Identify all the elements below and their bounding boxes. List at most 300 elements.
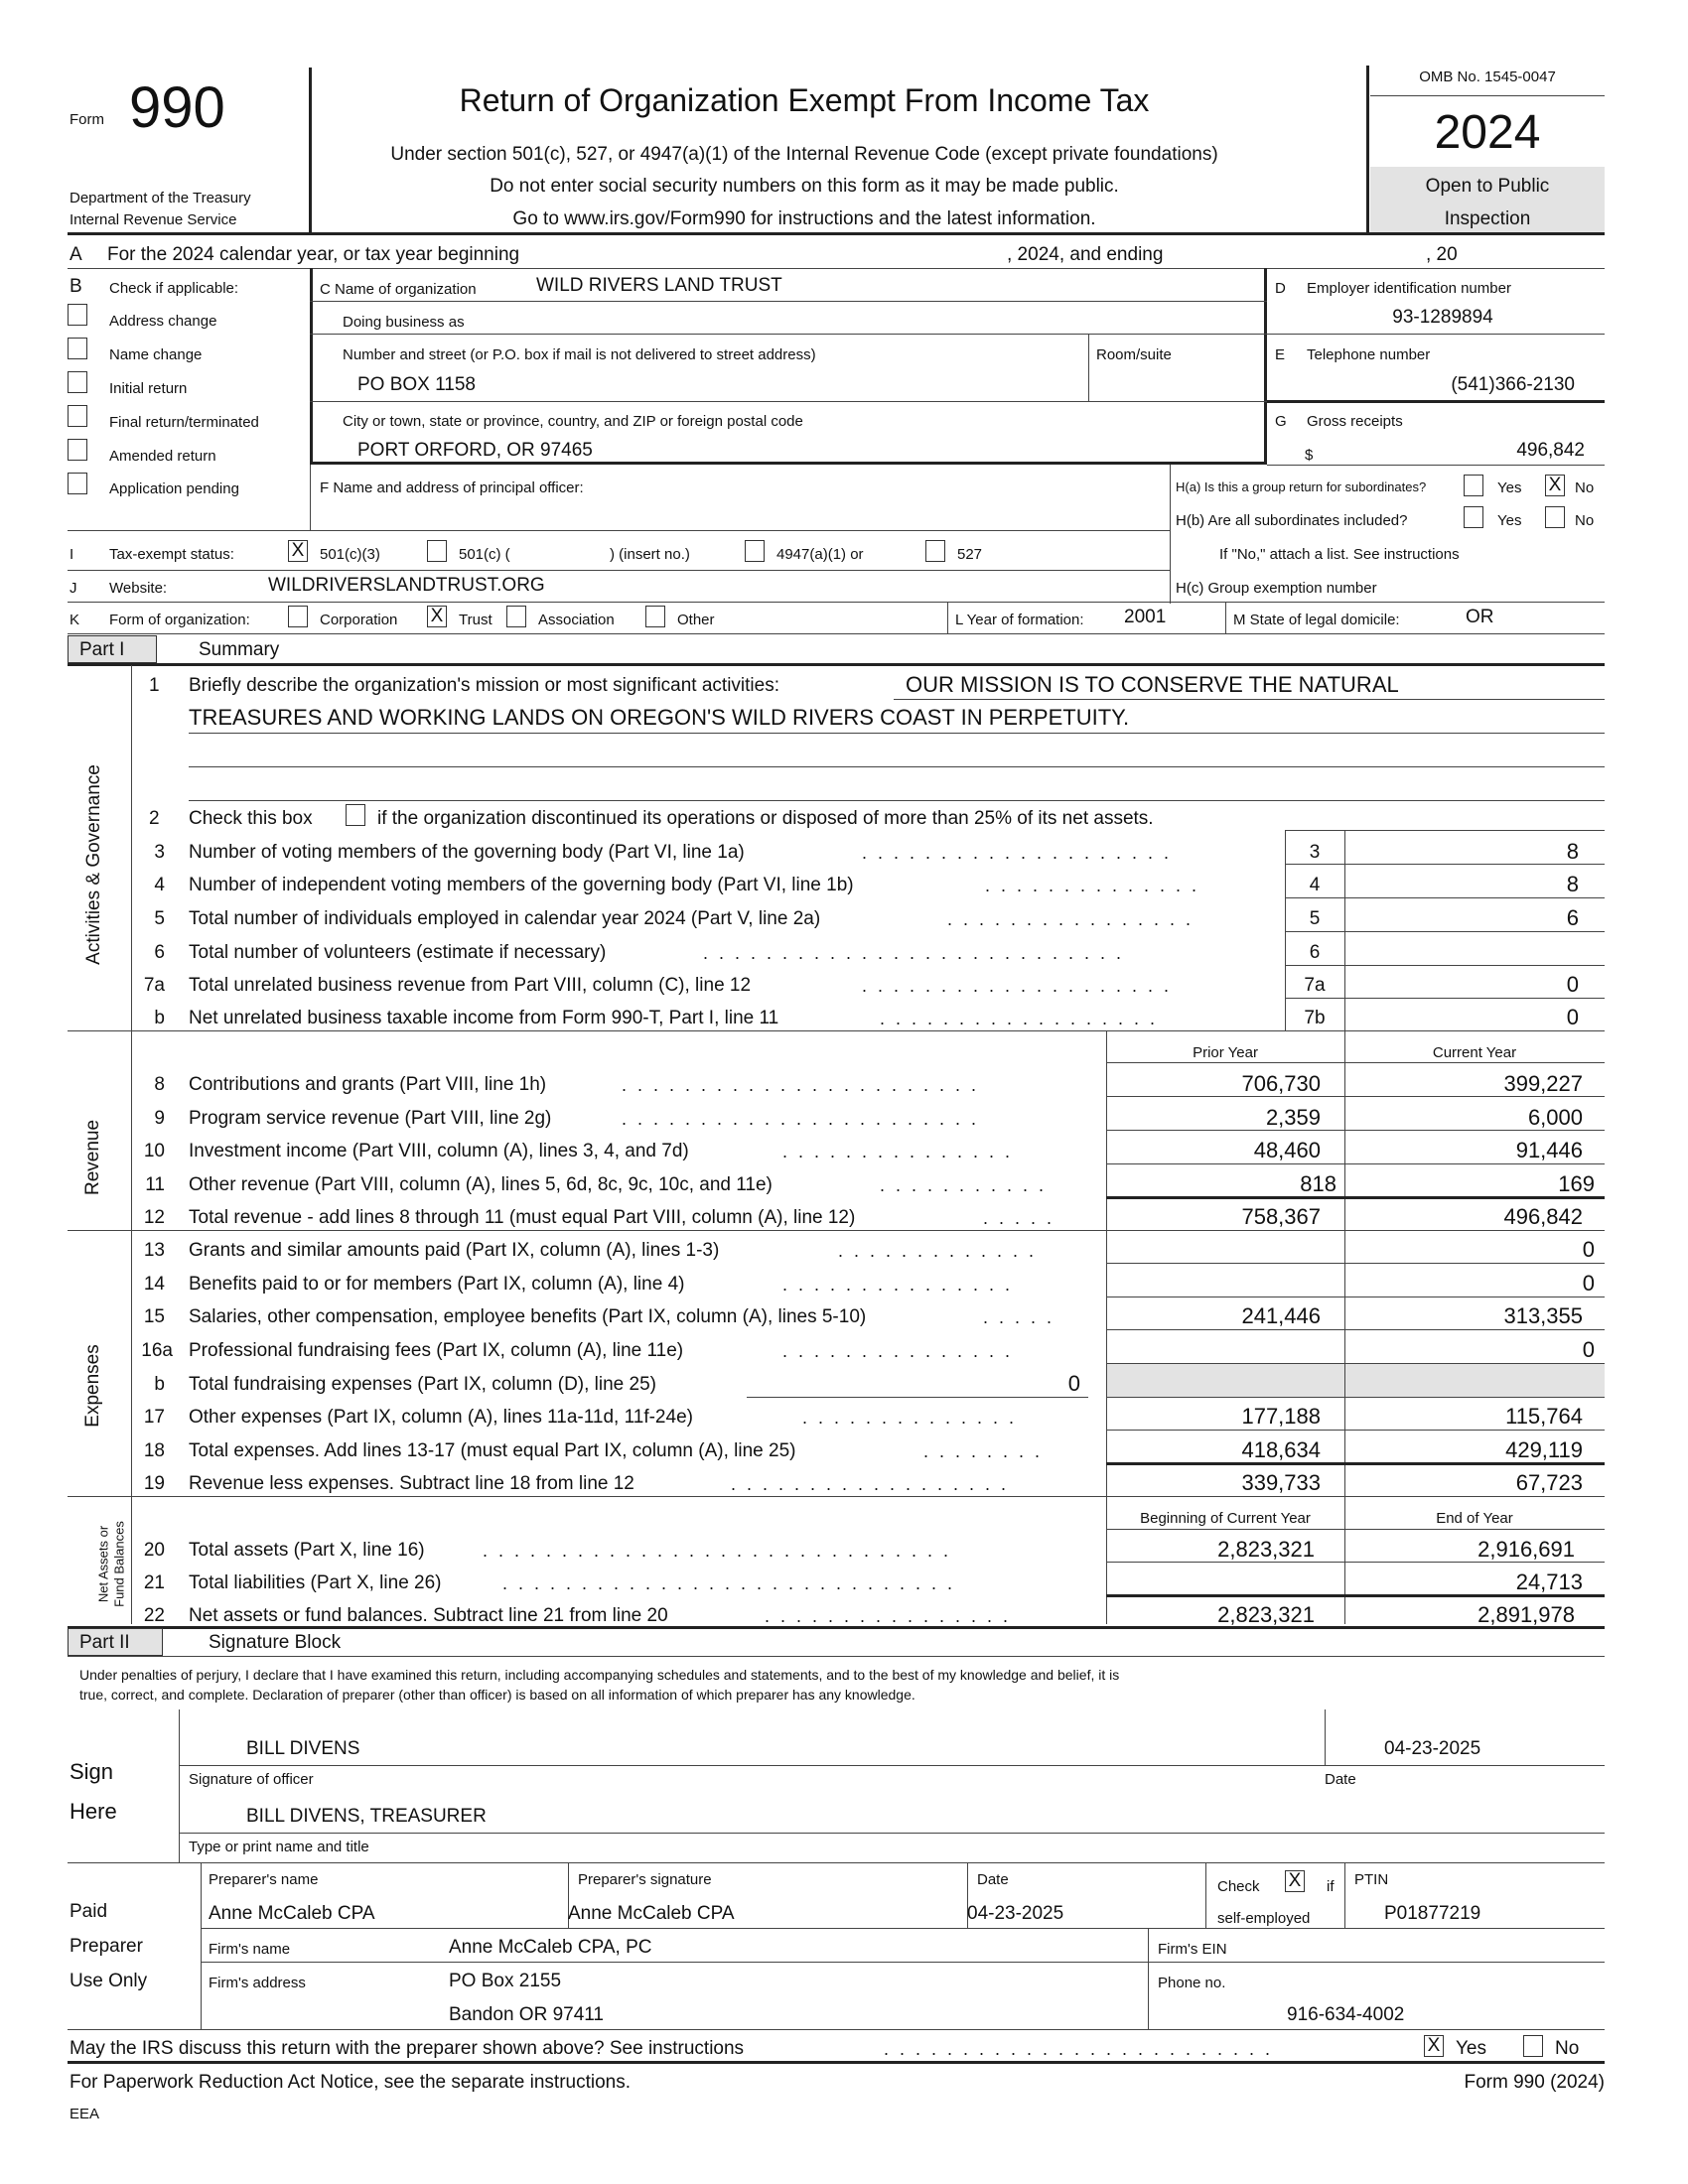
rev-10-text: Investment income (Part VIII, column (A), lines 3, 4, and 7d) — [189, 1141, 689, 1161]
exp-17-rule — [1106, 1430, 1605, 1431]
amended-return-label: Amended return — [109, 448, 216, 465]
row-a-mid: , 2024, and ending — [1007, 244, 1164, 265]
exp-section-rule — [68, 1496, 1605, 1497]
rev-12-text: Total revenue - add lines 8 through 11 (must equal Part VIII, column (A), line 12) — [189, 1207, 856, 1228]
na-22-leader: . . . . . . . . . . . . . . . . — [765, 1606, 1012, 1626]
line1-num: 1 — [149, 675, 160, 696]
ein-value[interactable]: 93-1289894 — [1392, 307, 1493, 328]
discuss-yes-checkbox[interactable]: X — [1424, 2035, 1444, 2057]
exp-16a-num: 16a — [141, 1340, 173, 1361]
exp-16b-num: b — [154, 1374, 165, 1395]
part1-rule — [68, 663, 1605, 666]
discuss-yes-label: Yes — [1456, 2038, 1486, 2059]
part1-bottom-rule — [68, 1626, 1605, 1629]
hc-label: H(c) Group exemption number — [1176, 580, 1377, 597]
exp-15-prior[interactable]: 241,446 — [1241, 1303, 1321, 1328]
irs-label: Internal Revenue Service — [70, 211, 237, 228]
self-employed-checkbox[interactable]: X — [1285, 1870, 1305, 1892]
omb-number: OMB No. 1545-0047 — [1419, 68, 1556, 85]
m-divider — [1225, 602, 1226, 633]
k-rule — [68, 633, 1605, 634]
527-checkbox[interactable] — [925, 540, 945, 562]
exp-16a-text: Professional fundraising fees (Part IX, column (A), line 11e) — [189, 1340, 684, 1361]
check-if-applicable: Check if applicable: — [109, 280, 239, 297]
g-rule — [1267, 465, 1605, 466]
exp-14-current[interactable]: 0 — [1582, 1271, 1595, 1296]
k-letter: K — [70, 612, 80, 628]
gov-5-num: 5 — [154, 908, 165, 929]
mission-line-2[interactable]: TREASURES AND WORKING LANDS ON OREGON'S WILD RIVERS COAST IN PERPETUITY. — [189, 705, 1130, 730]
firm-phone[interactable]: 916-634-4002 — [1287, 2004, 1405, 2025]
other-label: Other — [677, 612, 715, 628]
org-rule-2 — [310, 334, 1267, 335]
exp-17-num: 17 — [143, 1407, 165, 1428]
part2-rule — [68, 1656, 1605, 1657]
discuss-no-checkbox[interactable] — [1523, 2035, 1543, 2057]
final-return-checkbox[interactable] — [68, 405, 87, 427]
gov-7b-leader: . . . . . . . . . . . . . . . . . . — [880, 1009, 1159, 1028]
gov-section-rule — [68, 1030, 1605, 1031]
corporation-checkbox[interactable] — [288, 606, 308, 627]
rev-8-text: Contributions and grants (Part VIII, line 1h) — [189, 1074, 547, 1095]
rev-11-current[interactable]: 169 — [1558, 1171, 1595, 1196]
gov-5-box: 5 — [1309, 908, 1321, 929]
exp-19-current[interactable]: 67,723 — [1515, 1470, 1583, 1495]
form-title: Return of Organization Exempt From Income Tax — [459, 82, 1150, 118]
rev-11-prior[interactable]: 818 — [1300, 1171, 1336, 1196]
hb-no-checkbox[interactable] — [1545, 506, 1565, 528]
org-name[interactable]: WILD RIVERS LAND TRUST — [536, 275, 782, 296]
line16b-shaded — [1107, 1364, 1605, 1397]
discuss-question: May the IRS discuss this return with the preparer shown above? See instructions — [70, 2038, 745, 2059]
line2-text-a: Check this box — [189, 808, 313, 829]
gov-3-rule — [1285, 864, 1605, 865]
phone-value[interactable]: (541)366-2130 — [1451, 374, 1575, 395]
exp-19-leader: . . . . . . . . . . . . . . . . . . — [731, 1474, 1010, 1494]
gov-6-num: 6 — [154, 942, 165, 963]
amount-col-mid — [1344, 1030, 1345, 1624]
rev-10-num: 10 — [143, 1141, 165, 1161]
name-change-label: Name change — [109, 346, 203, 363]
exp-15-rule — [1106, 1329, 1605, 1330]
other-checkbox[interactable] — [645, 606, 665, 627]
hb-yes-checkbox[interactable] — [1464, 506, 1483, 528]
omb-rule — [1370, 95, 1605, 96]
preparer-date-label: Date — [977, 1871, 1009, 1888]
exp-18-current[interactable]: 429,119 — [1505, 1437, 1583, 1462]
part1-title: Summary — [199, 639, 280, 660]
signature-line — [179, 1765, 1605, 1766]
side-expenses: Expenses — [82, 1344, 103, 1428]
rev-11-num: 11 — [145, 1174, 165, 1195]
l-divider — [947, 602, 948, 633]
exp-16b-underline — [747, 1397, 1088, 1398]
mission-rule-3 — [189, 766, 1605, 767]
open-to-public: Open to Public — [1425, 176, 1550, 197]
gov-7b-value[interactable]: 0 — [1566, 1005, 1579, 1029]
exp-17-current[interactable]: 115,764 — [1505, 1404, 1583, 1429]
na-20-text: Total assets (Part X, line 16) — [189, 1540, 425, 1561]
f-divider — [310, 465, 311, 530]
line16b-shaded-divider — [1344, 1364, 1345, 1397]
gov-7a-value[interactable]: 0 — [1566, 972, 1579, 997]
org-name-label: C Name of organization — [320, 281, 477, 298]
gross-receipts-value[interactable]: 496,842 — [1516, 440, 1585, 461]
rev-9-leader: . . . . . . . . . . . . . . . . . . . . . . . — [622, 1109, 980, 1129]
amount-col-left — [1106, 1030, 1107, 1624]
rev-12-current[interactable]: 496,842 — [1503, 1204, 1583, 1229]
name-change-checkbox[interactable] — [68, 338, 87, 359]
exp-13-text: Grants and similar amounts paid (Part IX, column (A), lines 1-3) — [189, 1240, 720, 1261]
hb-label: H(b) Are all subordinates included? — [1176, 512, 1408, 529]
gov-4-rule — [1285, 897, 1605, 898]
rev-11-text: Other revenue (Part VIII, column (A), lines 5, 6d, 8c, 9c, 10c, and 11e) — [189, 1174, 773, 1195]
gov-5-text: Total number of individuals employed in calendar year 2024 (Part V, line 2a) — [189, 908, 821, 929]
line2-num: 2 — [149, 808, 160, 829]
gov-4-leader: . . . . . . . . . . . . . . — [985, 876, 1200, 895]
header-divider-right — [1366, 66, 1369, 232]
signature-of-officer-label: Signature of officer — [189, 1771, 314, 1788]
exp-19-prior[interactable]: 339,733 — [1241, 1470, 1321, 1495]
firm-name[interactable]: Anne McCaleb CPA, PC — [449, 1937, 652, 1958]
state-domicile-label: M State of legal domicile: — [1233, 612, 1400, 628]
na-21-num: 21 — [143, 1572, 165, 1593]
exp-18-leader: . . . . . . . . — [923, 1441, 1044, 1461]
phone-label: Telephone number — [1307, 346, 1431, 363]
perjury-line-2: true, correct, and complete. Declaration of preparer (other than officer) is based on all information of which preparer has any knowledge. — [79, 1687, 915, 1703]
year-formation-value[interactable]: 2001 — [1124, 607, 1167, 627]
exp-14-text: Benefits paid to or for members (Part IX, column (A), line 4) — [189, 1274, 685, 1295]
preparer-name[interactable]: Anne McCaleb CPA — [209, 1903, 375, 1924]
rev-11-rule — [1106, 1196, 1605, 1199]
gov-7a-num: 7a — [143, 975, 165, 996]
gov-3-value[interactable]: 8 — [1566, 839, 1579, 864]
gov-3-box: 3 — [1309, 842, 1321, 863]
form-subtitle-2: Do not enter social security numbers on this form as it may be made public. — [490, 176, 1119, 197]
gov-7a-rule — [1285, 998, 1605, 999]
rev-9-text: Program service revenue (Part VIII, line 2g) — [189, 1108, 552, 1129]
street-value[interactable]: PO BOX 1158 — [357, 374, 476, 395]
f-rule — [68, 530, 1170, 531]
exp-18-text: Total expenses. Add lines 13-17 (must equal Part IX, column (A), line 25) — [189, 1440, 796, 1461]
e-letter: E — [1275, 346, 1286, 363]
form-of-org-label: Form of organization: — [109, 612, 250, 628]
mission-line-1[interactable]: OUR MISSION IS TO CONSERVE THE NATURAL — [906, 672, 1399, 697]
check-label: Check — [1217, 1878, 1260, 1895]
part1-tag: Part I — [79, 639, 125, 660]
firm-address-label: Firm's address — [209, 1975, 306, 1991]
na-20-rule — [1106, 1562, 1605, 1563]
exp-18-prior[interactable]: 418,634 — [1241, 1437, 1321, 1462]
ha-yes-label: Yes — [1497, 479, 1522, 496]
exp-18-num: 18 — [143, 1440, 165, 1461]
na-21-rule — [1106, 1594, 1605, 1597]
gov-4-text: Number of independent voting members of the governing body (Part VI, line 1b) — [189, 875, 854, 895]
527-label: 527 — [957, 546, 983, 563]
gov-4-value[interactable]: 8 — [1566, 872, 1579, 896]
current-year-header: Current Year — [1432, 1044, 1517, 1061]
firm-ein-divider — [1148, 1928, 1149, 2029]
rev-10-prior[interactable]: 48,460 — [1253, 1138, 1321, 1162]
row-a-letter: A — [70, 244, 82, 265]
na-20-num: 20 — [143, 1540, 165, 1561]
exp-13-current[interactable]: 0 — [1582, 1237, 1595, 1262]
exp-16b-rule — [1106, 1397, 1605, 1398]
exp-13-leader: . . . . . . . . . . . . . — [838, 1241, 1038, 1261]
address-change-label: Address change — [109, 313, 217, 330]
corporation-label: Corporation — [320, 612, 398, 628]
tax-year: 2024 — [1434, 106, 1541, 159]
d-rule — [1267, 334, 1605, 335]
rev-8-leader: . . . . . . . . . . . . . . . . . . . . . . . — [622, 1075, 980, 1095]
side-net-assets-2: Fund Balances — [111, 1521, 127, 1607]
application-pending-label: Application pending — [109, 480, 239, 497]
rev-9-num: 9 — [154, 1108, 165, 1129]
exp-16a-current[interactable]: 0 — [1582, 1337, 1595, 1362]
501c-label: 501(c) ( — [459, 546, 510, 563]
eoy-header: End of Year — [1436, 1510, 1513, 1527]
firm-address-1[interactable]: PO Box 2155 — [449, 1971, 562, 1991]
mission-rule-1 — [894, 699, 1605, 700]
here-label: Here — [70, 1799, 117, 1824]
d-letter: D — [1275, 280, 1286, 297]
exp-15-text: Salaries, other compensation, employee benefits (Part IX, column (A), lines 5-10) — [189, 1306, 867, 1327]
gov-5-rule — [1285, 931, 1605, 932]
side-revenue: Revenue — [82, 1119, 103, 1196]
hb-yes-label: Yes — [1497, 512, 1522, 529]
rev-8-num: 8 — [154, 1074, 165, 1095]
exp-15-current[interactable]: 313,355 — [1503, 1303, 1583, 1328]
year-formation-label: L Year of formation: — [955, 612, 1084, 628]
sign-divider — [179, 1709, 180, 1862]
gov-4-box: 4 — [1309, 875, 1321, 895]
association-label: Association — [538, 612, 615, 628]
perjury-line-1: Under penalties of perjury, I declare that I have examined this return, including accompanying schedules and statements, and to the best of my knowledge and belief, it is — [79, 1667, 1120, 1683]
discontinued-checkbox[interactable] — [346, 804, 365, 826]
firm-ein-label: Firm's EIN — [1158, 1941, 1227, 1958]
initial-return-checkbox[interactable] — [68, 371, 87, 393]
na-21-text: Total liabilities (Part X, line 26) — [189, 1572, 442, 1593]
gov-7b-box: 7b — [1304, 1008, 1326, 1028]
form-number: 990 — [129, 75, 225, 140]
gov-7a-box: 7a — [1304, 975, 1326, 996]
dept-treasury: Department of the Treasury — [70, 190, 251, 206]
sign-label: Sign — [70, 1759, 114, 1784]
row-a-end: , 20 — [1426, 244, 1458, 265]
4947-label: 4947(a)(1) or — [776, 546, 864, 563]
ptin-label: PTIN — [1354, 1871, 1389, 1888]
exp-17-prior[interactable]: 177,188 — [1241, 1404, 1321, 1429]
form-word: Form — [70, 111, 104, 128]
na-20-current[interactable]: 2,916,691 — [1477, 1537, 1575, 1562]
rev-9-current[interactable]: 6,000 — [1527, 1105, 1583, 1130]
gov-box-mid — [1344, 830, 1345, 1030]
title-line — [179, 1833, 1605, 1834]
paid-label: Paid — [70, 1901, 108, 1922]
application-pending-checkbox[interactable] — [68, 473, 87, 494]
firm-address-2[interactable]: Bandon OR 97411 — [449, 2004, 604, 2025]
tax-exempt-label: Tax-exempt status: — [109, 546, 234, 563]
insert-no-label: ) (insert no.) — [610, 546, 690, 563]
gov-6-box: 6 — [1309, 942, 1321, 963]
gov-7a-text: Total unrelated business revenue from Part VIII, column (C), line 12 — [189, 975, 752, 996]
address-change-checkbox[interactable] — [68, 304, 87, 326]
exp-19-text: Revenue less expenses. Subtract line 18 from line 12 — [189, 1473, 634, 1494]
boy-header: Beginning of Current Year — [1140, 1510, 1311, 1527]
sign-bottom-rule — [68, 1862, 1605, 1863]
rev-header-rule — [1106, 1062, 1605, 1063]
gov-box-top — [1285, 830, 1605, 831]
4947-checkbox[interactable] — [745, 540, 765, 562]
exp-13-num: 13 — [143, 1240, 165, 1261]
ptin-value[interactable]: P01877219 — [1384, 1903, 1481, 1924]
j-letter: J — [70, 580, 77, 597]
room-divider — [1088, 334, 1089, 401]
row-a-text: For the 2024 calendar year, or tax year beginning — [107, 244, 520, 265]
preparer-date[interactable]: 04-23-2025 — [967, 1903, 1064, 1924]
org-rule-1 — [310, 301, 1267, 302]
e-rule — [1267, 400, 1605, 403]
rev-12-prior[interactable]: 758,367 — [1241, 1204, 1321, 1229]
form-subtitle-3: Go to www.irs.gov/Form990 for instructions and the latest information. — [512, 208, 1096, 229]
prep-bottom-rule — [68, 2029, 1605, 2030]
association-checkbox[interactable] — [506, 606, 526, 627]
dba-label: Doing business as — [343, 314, 465, 331]
rev-10-rule — [1106, 1163, 1605, 1164]
gov-4-num: 4 — [154, 875, 165, 895]
ha-no-label: No — [1575, 479, 1595, 496]
trust-checkbox[interactable]: X — [427, 606, 447, 627]
exp-17-leader: . . . . . . . . . . . . . . — [802, 1408, 1018, 1428]
na-20-prior[interactable]: 2,823,321 — [1217, 1537, 1315, 1562]
preparer-name-label: Preparer's name — [209, 1871, 319, 1888]
principal-officer-label: F Name and address of principal officer: — [320, 479, 584, 496]
exp-16b-value[interactable]: 0 — [1067, 1371, 1080, 1396]
exp-14-num: 14 — [143, 1274, 165, 1295]
rev-8-current[interactable]: 399,227 — [1503, 1071, 1583, 1096]
paperwork-notice: For Paperwork Reduction Act Notice, see the separate instructions. — [70, 2072, 631, 2093]
i-letter: I — [70, 546, 74, 563]
preparer-signature[interactable]: Anne McCaleb CPA — [568, 1903, 735, 1924]
eea-label: EEA — [70, 2106, 100, 2122]
rev-9-rule — [1106, 1130, 1605, 1131]
inspection: Inspection — [1444, 208, 1531, 229]
exp-18-rule — [1106, 1462, 1605, 1465]
ha-yes-checkbox[interactable] — [1464, 475, 1483, 496]
website-label: Website: — [109, 580, 168, 597]
gov-5-value[interactable]: 6 — [1566, 905, 1579, 930]
gov-7b-num: b — [154, 1008, 165, 1028]
hb-note: If "No," attach a list. See instructions — [1219, 546, 1460, 563]
discuss-no-label: No — [1555, 2038, 1580, 2059]
header-bottom-rule — [68, 232, 1605, 235]
na-20-leader: . . . . . . . . . . . . . . . . . . . . . . . . . . . . . . — [483, 1541, 952, 1561]
exp-14-leader: . . . . . . . . . . . . . . . — [782, 1275, 1014, 1295]
j-rule — [68, 602, 1605, 603]
line2-text-b: if the organization discontinued its operations or disposed of more than 25% of its net assets. — [377, 808, 1154, 829]
state-domicile-value[interactable]: OR — [1466, 607, 1494, 627]
row-b-letter: B — [70, 276, 82, 297]
initial-return-label: Initial return — [109, 380, 188, 397]
gov-6-leader: . . . . . . . . . . . . . . . . . . . . . . . . . . . — [703, 943, 1125, 963]
exp-13-rule — [1106, 1263, 1605, 1264]
prep-ptin-divider — [1344, 1862, 1345, 1928]
sign-date[interactable]: 04-23-2025 — [1384, 1738, 1481, 1759]
gov-7a-leader: . . . . . . . . . . . . . . . . . . . . — [862, 976, 1173, 996]
h-divider — [1170, 465, 1171, 604]
prep-rule-2 — [201, 1962, 1605, 1963]
exp-16b-text: Total fundraising expenses (Part IX, column (D), line 25) — [189, 1374, 656, 1395]
rev-8-rule — [1106, 1096, 1605, 1097]
part2-title: Signature Block — [209, 1632, 342, 1653]
prep-divider — [201, 1862, 202, 2029]
street-label: Number and street (or P.O. box if mail is not delivered to street address) — [343, 346, 816, 363]
side-activities: Activities & Governance — [83, 764, 104, 965]
gov-6-text: Total number of volunteers (estimate if necessary) — [189, 942, 607, 963]
line1-text: Briefly describe the organization's mission or most significant activities: — [189, 675, 779, 696]
i-rule — [68, 570, 1170, 571]
sign-date-divider — [1325, 1709, 1326, 1765]
website-value[interactable]: WILDRIVERSLANDTRUST.ORG — [268, 575, 545, 596]
rev-10-leader: . . . . . . . . . . . . . . . — [782, 1142, 1014, 1161]
officer-signature[interactable]: BILL DIVENS — [246, 1738, 360, 1759]
trust-label: Trust — [459, 612, 492, 628]
side-divider — [131, 665, 132, 1624]
na-22-num: 22 — [143, 1605, 165, 1626]
prep-rule-1 — [201, 1928, 1605, 1929]
mission-rule-2 — [189, 733, 1605, 734]
prior-year-header: Prior Year — [1193, 1044, 1258, 1061]
self-employed-label: self-employed — [1217, 1910, 1311, 1927]
ha-no-checkbox[interactable]: X — [1545, 475, 1565, 496]
exp-15-num: 15 — [143, 1306, 165, 1327]
na-21-leader: . . . . . . . . . . . . . . . . . . . . . . . . . . . . . — [502, 1573, 956, 1593]
part2-tag: Part II — [79, 1632, 130, 1653]
gov-3-num: 3 — [154, 842, 165, 863]
gov-3-leader: . . . . . . . . . . . . . . . . . . . . — [862, 843, 1173, 863]
rev-8-prior[interactable]: 706,730 — [1241, 1071, 1321, 1096]
gov-5-leader: . . . . . . . . . . . . . . . . — [947, 909, 1195, 929]
rev-12-num: 12 — [143, 1207, 165, 1228]
final-return-label: Final return/terminated — [109, 414, 259, 431]
city-value[interactable]: PORT ORFORD, OR 97465 — [357, 440, 593, 461]
ein-label: Employer identification number — [1307, 280, 1511, 297]
type-print-label: Type or print name and title — [189, 1839, 369, 1855]
gov-7b-text: Net unrelated business taxable income from Form 990-T, Part I, line 11 — [189, 1008, 779, 1028]
rev-10-current[interactable]: 91,446 — [1515, 1138, 1583, 1162]
hb-no-label: No — [1575, 512, 1595, 529]
officer-name-title[interactable]: BILL DIVENS, TREASURER — [246, 1806, 487, 1827]
preparer-signature-label: Preparer's signature — [578, 1871, 712, 1888]
amended-return-checkbox[interactable] — [68, 439, 87, 461]
na-22-prior[interactable]: 2,823,321 — [1217, 1602, 1315, 1627]
rev-9-prior[interactable]: 2,359 — [1265, 1105, 1321, 1130]
firm-name-label: Firm's name — [209, 1941, 291, 1958]
discuss-leader: . . . . . . . . . . . . . . . . . . . . . . . . . — [884, 2039, 1274, 2059]
rev-12-leader: . . . . . — [983, 1208, 1055, 1228]
g-letter: G — [1275, 413, 1287, 430]
date-label: Date — [1325, 1771, 1356, 1788]
use-only-label: Use Only — [70, 1971, 148, 1991]
phone-no-label: Phone no. — [1158, 1975, 1226, 1991]
form-reference: Form 990 (2024) — [1464, 2072, 1605, 2093]
ha-label: H(a) Is this a group return for subordinates? — [1176, 479, 1427, 494]
501c-checkbox[interactable] — [427, 540, 447, 562]
na-22-current[interactable]: 2,891,978 — [1477, 1602, 1575, 1627]
501c3-checkbox[interactable]: X — [288, 540, 308, 562]
exp-16a-leader: . . . . . . . . . . . . . . . — [782, 1341, 1014, 1361]
na-21-current[interactable]: 24,713 — [1515, 1570, 1583, 1594]
